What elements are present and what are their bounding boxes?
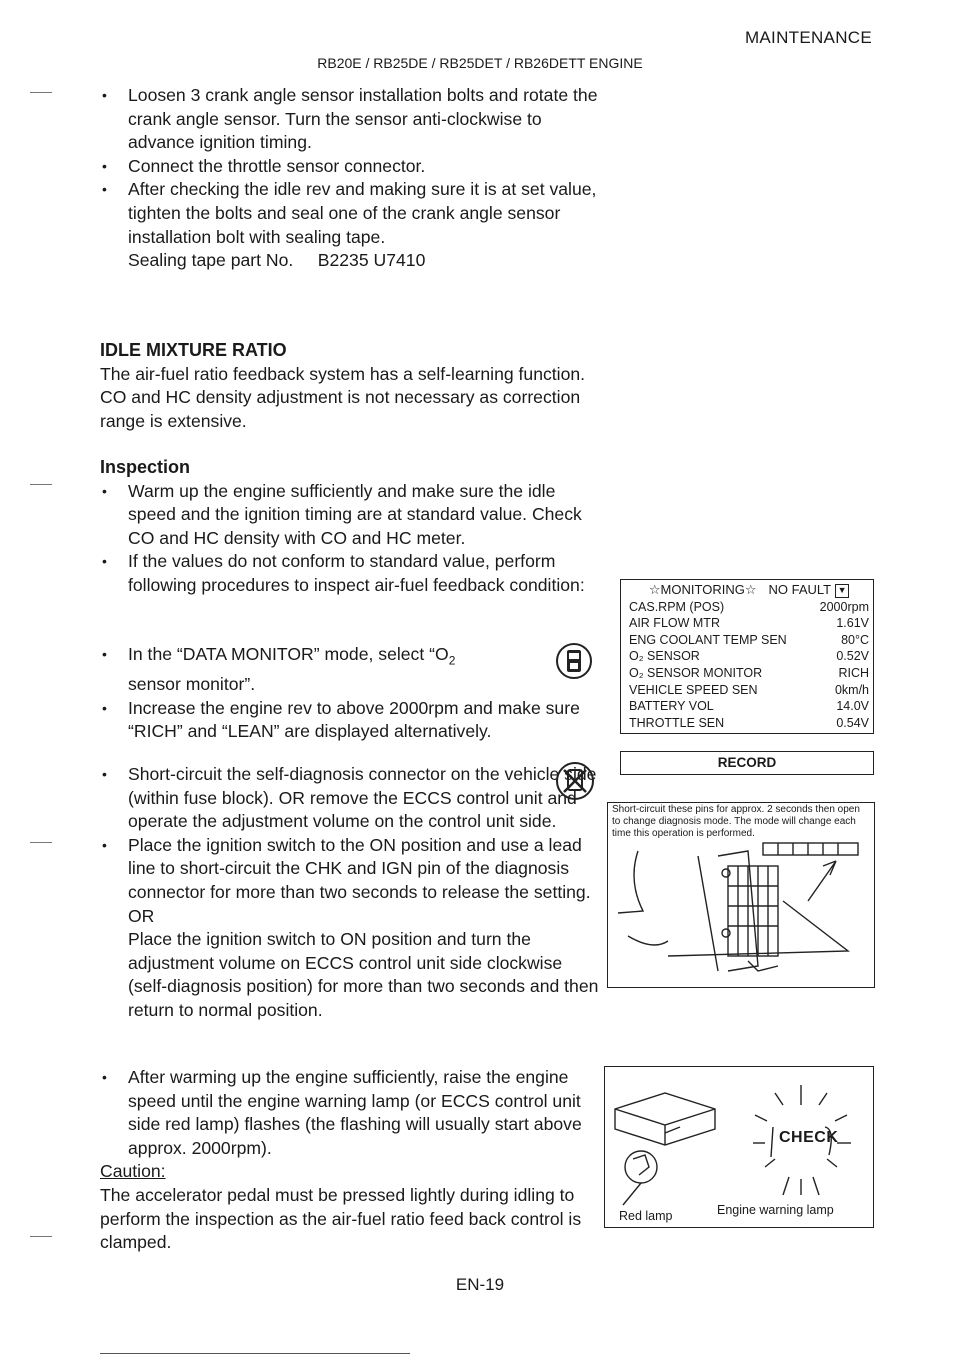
bullet-tighten: • After checking the idle rev and making sure it is at set value, tighten the bolts and seal one of the crank angle sensor installation bolt with sealing tape. [100, 178, 600, 249]
monitor-row: AIR FLOW MTR 1.61V [629, 616, 869, 631]
no-tester-icon [554, 760, 596, 802]
caution-text: The accelerator pedal must be pressed lightly during idling to perform the inspection as the air-fuel ratio feed back control is clamped. [100, 1184, 582, 1253]
monitor-row: THROTTLE SEN 0.54V [629, 715, 869, 730]
margin-tick [30, 1236, 52, 1237]
monitor-row: CAS.RPM (POS) 2000rpm [629, 599, 869, 614]
inspection-section [100, 456, 600, 598]
monitor-instructions [100, 643, 600, 744]
monitor-row: BATTERY VOL 14.0V [629, 699, 869, 714]
down-arrow-icon: ▼ [835, 584, 849, 598]
monitor-row: O₂ SENSOR MONITOR RICH [629, 665, 869, 680]
top-instructions [100, 84, 600, 273]
short-circuit-instructions [100, 763, 600, 1023]
inspection-heading: Inspection [100, 457, 191, 477]
idle-mixture-text: The air-fuel ratio feedback system has a self-learning function. CO and HC density adjustment is not necessary as correction range is extensive. [100, 363, 586, 431]
engine-lamp-label: Engine warning lamp [717, 1203, 834, 1217]
bullet-nonconform: • If the values do not conform to standard value, perform following procedures to inspect air-fuel feedback condition: [100, 550, 600, 597]
monitor-row: O₂ SENSOR 0.52V [629, 649, 869, 664]
bottom-rule [100, 1353, 410, 1354]
bullet-loosen: • Loosen 3 crank angle sensor installation bolts and rotate the crank angle sensor. Turn the sensor anti-clockwise to advance ignition timing. [100, 84, 600, 155]
diagnosis-connector-figure [607, 802, 875, 988]
bullet-data-monitor: • In the “DATA MONITOR” mode, select “$O_2$ sensor monitor”. [100, 643, 528, 697]
caution-label: Caution: [100, 1161, 166, 1182]
fuse-block-illustration [608, 841, 874, 981]
bullet-warm-up: • Warm up the engine sufficiently and make sure the idle speed and the ignition timing are at standard value. Check CO and HC density with CO and HC meter. [100, 480, 600, 551]
sealing-tape-part: B2235 U7410 [317, 250, 426, 271]
margin-tick [30, 842, 52, 843]
record-button[interactable]: RECORD [620, 751, 874, 775]
connector-caption: Short-circuit these pins for approx. 2 seconds then open to change diagnosis mode. The mode will change each time this operation is performed. [612, 804, 860, 839]
monitor-row: VEHICLE SPEED SEN 0km/h [629, 682, 869, 697]
bullet-connect: • Connect the throttle sensor connector. [100, 155, 600, 179]
bullet-warming: • After warming up the engine sufficiently, raise the engine speed until the engine warning lamp (or ECCS control unit side red lamp) flashes (the flashing will usually start above approx. 2000rpm). [100, 1066, 600, 1160]
bullet-ignition-on: • Place the ignition switch to the ON position and use a lead line to short-circuit the CHK and IGN pin of the diagnosis connector for more than two seconds to release the setting. OR [100, 834, 600, 928]
warning-lamp-figure [604, 1066, 874, 1228]
sealing-tape-line [100, 249, 600, 273]
monitor-status: NO FAULT ▼ [768, 582, 849, 599]
red-lamp-label: Red lamp [619, 1209, 673, 1223]
data-monitor-screen [620, 579, 874, 734]
consult-tester-icon [554, 641, 594, 681]
bullet-short-circuit: • Short-circuit the self-diagnosis connector on the vehicle side (within fuse block). OR remove the ECCS control unit and operate the adjustment volume on the control unit side. [100, 763, 600, 834]
bullet-increase-rev: • Increase the engine rev to above 2000rpm and make sure “RICH” and “LEAN” are displayed alternatively. [100, 697, 600, 744]
engine-title: RB20E / RB25DE / RB25DET / RB26DETT ENGINE [317, 55, 643, 71]
monitor-row: ENG COOLANT TEMP SEN 80°C [629, 632, 869, 647]
idle-mixture-heading: IDLE MIXTURE RATIO [100, 340, 287, 360]
margin-tick [30, 92, 52, 93]
monitor-title: ☆MONITORING☆ [648, 582, 757, 597]
warning-lamp-instructions [100, 1066, 600, 1255]
section-title: MAINTENANCE [744, 28, 872, 47]
ignition-alternative: Place the ignition switch to ON position and turn the adjustment volume on ECCS control unit side clockwise (self-diagnosis position) for more than two seconds and then return to normal position. [128, 929, 599, 1020]
idle-mixture-section [100, 339, 600, 433]
monitor-title-row [621, 582, 873, 599]
margin-tick [30, 484, 52, 485]
page-number: EN-19 [455, 1275, 505, 1294]
sealing-tape-label: Sealing tape part No. [128, 250, 294, 271]
check-lamp-text: CHECK [779, 1129, 839, 1146]
